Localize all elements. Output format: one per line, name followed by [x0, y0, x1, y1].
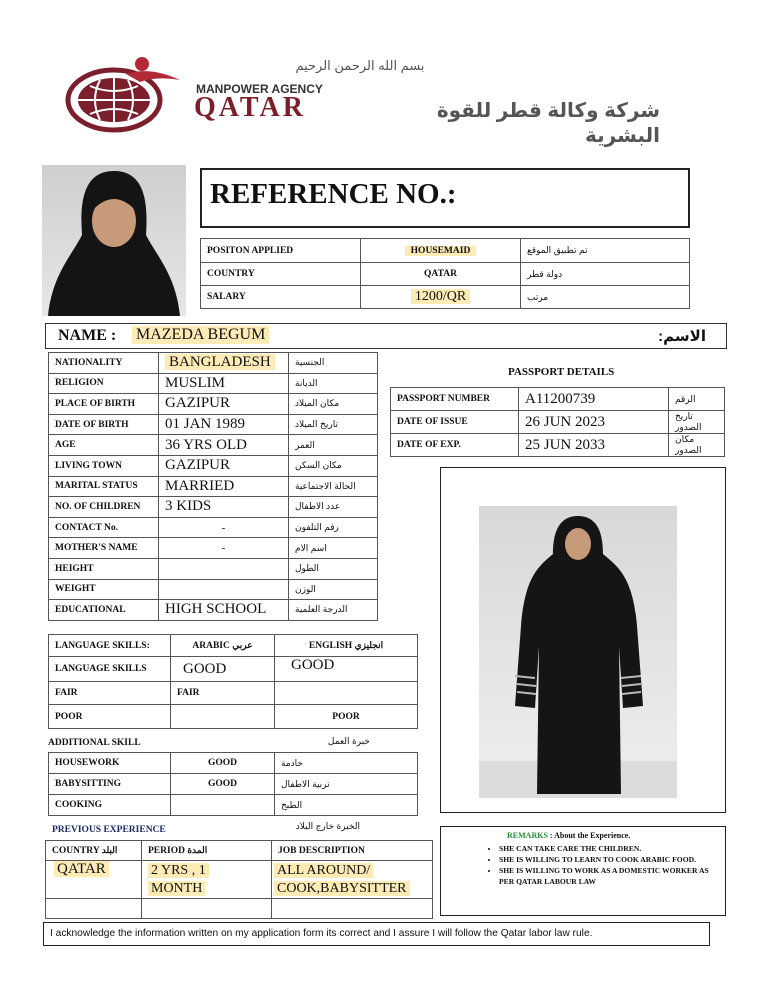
job-column-label: JOB DESCRIPTION: [272, 841, 433, 861]
position-label: POSITON APPLIED: [201, 239, 361, 263]
personal-label: AGE: [49, 435, 159, 456]
salary-ar: مرتب: [521, 286, 690, 309]
expiry-date-ar: مكان الصدور: [669, 434, 725, 457]
issue-date-value: 26 JUN 2023: [519, 411, 669, 434]
experience-period-line2: MONTH: [148, 881, 205, 896]
language-skills-label: LANGUAGE SKILLS: [49, 657, 171, 682]
period-column-label: PERIOD: [148, 846, 185, 856]
passport-table: [390, 387, 725, 457]
acknowledgement-text: I acknowledge the information written on my application form its correct and I assure I will follow the Qatar labor law rule.: [50, 928, 593, 939]
personal-ar: العمر: [289, 435, 378, 456]
arabic-column-label: ARABIC: [192, 641, 230, 651]
personal-value: -: [221, 542, 226, 555]
experience-job-line1: ALL AROUND/: [274, 863, 373, 878]
language-header-label: LANGUAGE SKILLS:: [49, 635, 171, 657]
fair-label: FAIR: [49, 682, 171, 705]
personal-label: WEIGHT: [49, 579, 159, 600]
personal-row: [49, 414, 378, 435]
housework-ar: خادمة: [275, 753, 418, 774]
cooking-value: [171, 795, 275, 816]
personal-row: [49, 600, 378, 621]
personal-label: NATIONALITY: [49, 353, 159, 374]
personal-row: [49, 476, 378, 497]
full-body-photo: [479, 506, 677, 798]
globe-logo: [60, 52, 190, 134]
personal-value: 01 JAN 1989: [165, 416, 246, 433]
acknowledgement-box: [43, 922, 710, 946]
babysitting-ar: تربية الاطفال: [275, 774, 418, 795]
personal-value: GAZIPUR: [165, 457, 231, 474]
additional-skill-table: [48, 752, 418, 816]
housework-label: HOUSEWORK: [49, 753, 171, 774]
agency-name-arabic: شركة وكالة قطر للقوة البشرية: [436, 100, 660, 147]
position-table: [200, 238, 690, 309]
name-ar: الاسم:: [658, 328, 706, 345]
personal-label: HEIGHT: [49, 558, 159, 579]
personal-row: [49, 579, 378, 600]
experience-title-ar: الخبرة خارج البلاد: [295, 821, 360, 831]
bismillah: بسم الله الرحمن الرحيم: [295, 58, 425, 73]
english-fair-value: [275, 682, 418, 705]
personal-label: LIVING TOWN: [49, 455, 159, 476]
full-photo-frame: [440, 467, 726, 813]
personal-row: [49, 353, 378, 374]
arabic-fair-value: FAIR: [171, 682, 275, 705]
personal-row: [49, 558, 378, 579]
passport-number-label: PASSPORT NUMBER: [391, 388, 519, 411]
experience-period-line1: 2 YRS , 1: [148, 863, 209, 878]
english-skill-value: GOOD: [275, 657, 418, 682]
agency-label-small: MANPOWER AGENCY: [196, 82, 323, 96]
passport-number-value: A11200739: [519, 388, 669, 411]
personal-ar: مكان الميلاد: [289, 394, 378, 415]
salary-label: SALARY: [201, 286, 361, 309]
remarks-box: [440, 826, 726, 916]
additional-skill-title: ADDITIONAL SKILL: [48, 738, 141, 748]
reference-label: REFERENCE NO.:: [210, 178, 457, 210]
period-column-ar: المدة: [187, 845, 208, 855]
personal-value: -: [221, 521, 226, 534]
personal-ar: رقم التلفون: [289, 517, 378, 538]
personal-label: CONTACT No.: [49, 517, 159, 538]
personal-row: [49, 394, 378, 415]
name-bar: [45, 323, 727, 349]
name-value: MAZEDA BEGUM: [132, 326, 269, 344]
personal-value: MUSLIM: [165, 374, 226, 391]
experience-job-line2: COOK,BABYSITTER: [274, 881, 410, 896]
personal-row: [49, 517, 378, 538]
personal-label: MOTHER'S NAME: [49, 538, 159, 559]
personal-ar: تاريخ الميلاد: [289, 414, 378, 435]
personal-ar: عدد الاطفال: [289, 497, 378, 518]
arabic-poor-value: [171, 705, 275, 729]
position-value: HOUSEMAID: [405, 246, 477, 256]
personal-label: EDUCATIONAL: [49, 600, 159, 621]
personal-row: [49, 455, 378, 476]
country-label: COUNTRY: [201, 263, 361, 286]
personal-label: PLACE OF BIRTH: [49, 394, 159, 415]
personal-ar: الحالة الاجتماعية: [289, 476, 378, 497]
poor-label: POOR: [49, 705, 171, 729]
personal-ar: مكان السكن: [289, 455, 378, 476]
country-value: QATAR: [361, 263, 521, 286]
english-column-label: ENGLISH: [308, 641, 353, 651]
personal-value: BANGLADESH: [165, 354, 275, 370]
personal-value: 36 YRS OLD: [165, 436, 247, 453]
personal-row: [49, 497, 378, 518]
agency-name: QATAR: [194, 92, 306, 123]
country-ar: دولة قطر: [521, 263, 690, 286]
personal-table: [48, 352, 378, 621]
issue-date-label: DATE OF ISSUE: [391, 411, 519, 434]
remarks-list: [441, 843, 709, 887]
personal-value: HIGH SCHOOL: [165, 601, 267, 618]
personal-ar: الطول: [289, 558, 378, 579]
personal-label: NO. OF CHILDREN: [49, 497, 159, 518]
english-poor-value: POOR: [275, 705, 418, 729]
personal-row: [49, 373, 378, 394]
remark-item: • SHE CAN TAKE CARE THE CHILDREN.: [499, 843, 709, 854]
salary-value: 1200/QR: [411, 289, 470, 304]
remark-item: • SHE IS WILLING TO WORK AS A DOMESTIC WORKER AS PER QATAR LABOUR LAW: [499, 865, 709, 887]
experience-title: PREVIOUS EXPERIENCE: [52, 825, 166, 835]
personal-value: 3 KIDS: [165, 498, 212, 515]
additional-skill-title-ar: خبرة العمل: [327, 736, 370, 746]
passport-title: PASSPORT DETAILS: [508, 366, 615, 378]
position-ar: تم تطبيق الموقع: [521, 239, 690, 263]
babysitting-value: GOOD: [171, 774, 275, 795]
personal-ar: الوزن: [289, 579, 378, 600]
passport-number-ar: الرقم: [669, 388, 725, 411]
personal-row: [49, 538, 378, 559]
cooking-label: COOKING: [49, 795, 171, 816]
remark-item: • SHE IS WILLING TO LEARN TO COOK ARABIC FOOD.: [499, 854, 709, 865]
experience-table: [45, 840, 433, 919]
personal-ar: اسم الام: [289, 538, 378, 559]
personal-label: MARITAL STATUS: [49, 476, 159, 497]
personal-label: DATE OF BIRTH: [49, 414, 159, 435]
remarks-subtitle: : About the Experience.: [549, 831, 631, 840]
country-column-label: COUNTRY: [52, 846, 100, 856]
personal-label: RELIGION: [49, 373, 159, 394]
expiry-date-label: DATE OF EXP.: [391, 434, 519, 457]
language-table: [48, 634, 418, 729]
head-photo: [42, 165, 186, 316]
name-label: NAME :: [58, 327, 117, 344]
personal-ar: الجنسية: [289, 353, 378, 374]
english-column-ar: انجليزي: [354, 640, 384, 650]
country-column-ar: البلد: [101, 845, 118, 855]
reference-box: [200, 168, 690, 228]
personal-value: MARRIED: [165, 477, 235, 494]
arabic-skill-value: GOOD: [171, 657, 275, 682]
personal-row: [49, 435, 378, 456]
issue-date-ar: تاريخ الصدور: [669, 411, 725, 434]
expiry-date-value: 25 JUN 2033: [519, 434, 669, 457]
personal-ar: الدرجة العلمية: [289, 600, 378, 621]
cooking-ar: الطبخ: [275, 795, 418, 816]
arabic-column-ar: عربي: [232, 640, 253, 650]
experience-country: QATAR: [54, 861, 109, 877]
personal-value: GAZIPUR: [165, 395, 231, 412]
housework-value: GOOD: [171, 753, 275, 774]
remarks-title: REMARKS: [507, 831, 548, 840]
personal-ar: الديانة: [289, 373, 378, 394]
babysitting-label: BABYSITTING: [49, 774, 171, 795]
